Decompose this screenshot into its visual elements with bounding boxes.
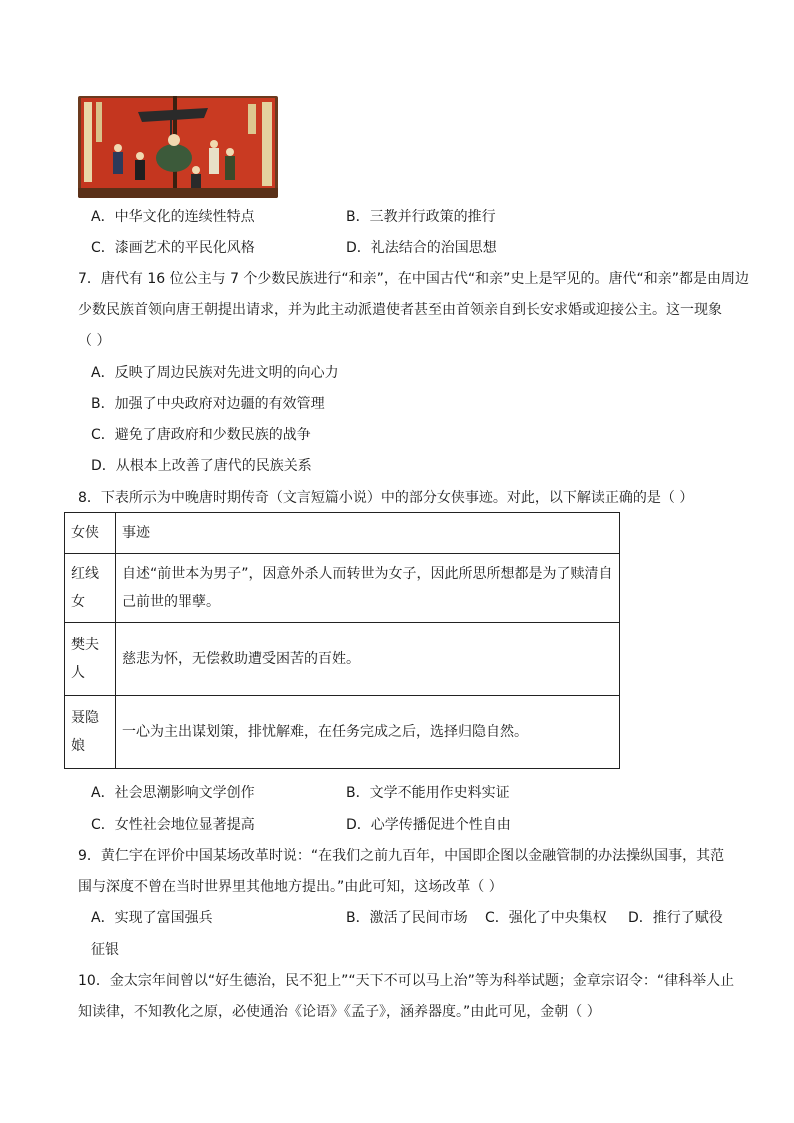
q9-option-d-continued: 征银 — [91, 942, 119, 958]
q6-option-a: A．中华文化的连续性特点 — [91, 209, 255, 225]
table-cell-deed: 一心为主出谋划策，排忧解难，在任务完成之后，选择归隐自然。 — [116, 696, 620, 769]
table-cell-deed: 慈悲为怀，无偿救助遭受困苦的百姓。 — [116, 623, 620, 696]
q9-option-d: D．推行了赋役 — [628, 910, 723, 926]
table-header-row — [65, 513, 620, 554]
q8-stem: 8．下表所示为中晚唐时期传奇（文言短篇小说）中的部分女侠事迹。对此，以下解读正确的是（ ） — [78, 490, 694, 506]
table-header-cell: 女侠 — [65, 513, 116, 554]
table-cell-deed: 自述“前世本为男子”，因意外杀人而转世为女子，因此所思所想都是为了赎清自 己前世的罪孽。 — [116, 554, 620, 623]
q8-option-c: C．女性社会地位显著提高 — [91, 817, 255, 833]
q7-stem-line2: 少数民族首领向唐王朝提出请求，并为此主动派遣使者甚至由首领亲自到长安求婚或迎接公主。这一现象 — [78, 302, 722, 318]
q10-stem-line2: 知读律，不知教化之原，必使通治《论语》《孟子》，涵养器度。”由此可见，金朝（ ） — [78, 1004, 601, 1020]
lacquer-painting-image — [78, 96, 278, 198]
q6-option-b: B．三教并行政策的推行 — [346, 209, 496, 225]
q7-stem-line3: （ ） — [78, 333, 111, 349]
q9-option-c: C．强化了中央集权 — [485, 910, 607, 926]
q10-stem-line1: 10．金太宗年间曾以“好生德治，民不犯上”“天下不可以马上治”等为科举试题；金章宗诏令：“律科举人止 — [78, 973, 735, 989]
q9-option-b: B．激活了民间市场 — [346, 910, 468, 926]
q8-option-b: B．文学不能用作史料实证 — [346, 785, 510, 801]
q9-stem-line1: 9．黄仁宇在评价中国某场改革时说：“在我们之前九百年，中国即企图以金融管制的办法操纵国事，其范 — [78, 848, 725, 864]
table-row — [65, 696, 620, 769]
table-header-cell: 事迹 — [116, 513, 620, 554]
q6-option-d: D．礼法结合的治国思想 — [346, 240, 497, 256]
table-cell-name: 聂隐 娘 — [65, 696, 116, 769]
q8-option-a: A．社会思潮影响文学创作 — [91, 785, 255, 801]
q7-option-d: D．从根本上改善了唐代的民族关系 — [91, 458, 312, 474]
table-cell-name: 樊夫 人 — [65, 623, 116, 696]
q7-stem-line1: 7．唐代有 16 位公主与 7 个少数民族进行“和亲”，在中国古代“和亲”史上是罕见的。唐代“和亲”都是由周边 — [78, 271, 749, 287]
table-cell-name: 红线 女 — [65, 554, 116, 623]
q9-stem-line2: 围与深度不曾在当时世界里其他地方提出。”由此可知，这场改革（ ） — [78, 879, 503, 895]
q7-option-c: C．避免了唐政府和少数民族的战争 — [91, 427, 311, 443]
q7-option-b: B．加强了中央政府对边疆的有效管理 — [91, 396, 325, 412]
table-row — [65, 623, 620, 696]
q8-option-d: D．心学传播促进个性自由 — [346, 817, 511, 833]
q8-heroines-table — [64, 512, 620, 769]
q9-option-a: A．实现了富国强兵 — [91, 910, 213, 926]
q7-option-a: A．反映了周边民族对先进文明的向心力 — [91, 365, 339, 381]
q6-option-c: C．漆画艺术的平民化风格 — [91, 240, 255, 256]
table-row — [65, 554, 620, 623]
